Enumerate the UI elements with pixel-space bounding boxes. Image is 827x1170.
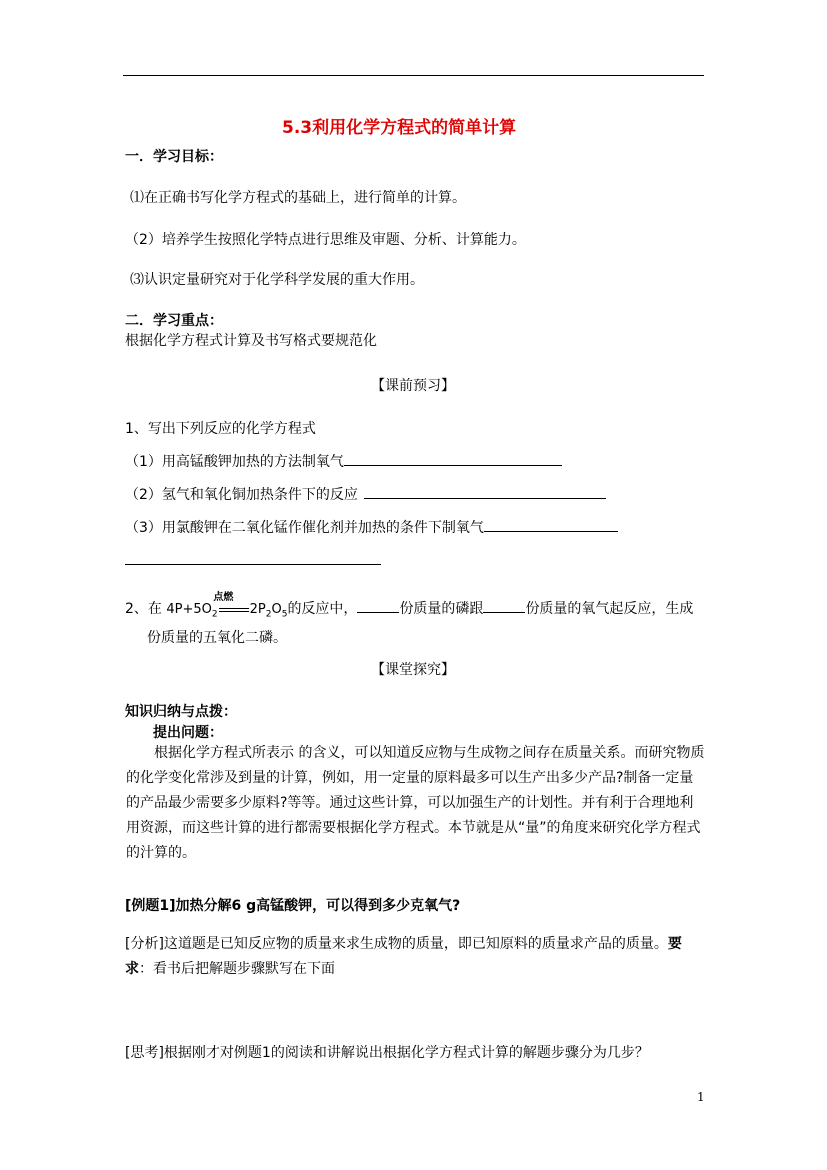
- equation-product-o: O: [271, 602, 282, 617]
- equation-reactants: 4P+5O: [166, 602, 212, 617]
- equation-arrow: [219, 608, 249, 612]
- equation-sub-o2: 2: [211, 609, 218, 620]
- answer-blank[interactable]: [484, 517, 618, 532]
- question-2-part1: 的反应中，: [287, 601, 358, 617]
- question-2-part3: 份质量的氧气起反应，生成: [525, 601, 694, 617]
- objective-3: ⑶认识定量研究对于化学科学发展的重大作用。: [130, 272, 424, 288]
- analysis-line2: [125, 958, 335, 978]
- question-1-item-1-text: （1）用高锰酸钾加热的方法制氧气: [125, 454, 344, 470]
- page-title: 5.3利用化学方程式的简单计算: [282, 118, 517, 138]
- equation-product: 2P: [249, 602, 266, 617]
- question-2-part2: 份质量的磷跟: [399, 601, 484, 617]
- question-1-item-3-text: （3）用氯酸钾在二氧化锰作催化剂并加热的条件下制氧气: [125, 520, 484, 536]
- intro-paragraph: 根据化学方程式所表示 的含义，可以知道反应物与生成物之间存在质量关系。而研究物质的化学变化常涉及到量的计算，例如，用一定量的原料最多可以生产出多少产品?制备一定量的产品最少需要多少原料?等等。通过这些计算，可以加强生产的计划性。并有利于合理地利用资源，而这些计算的进行都需要根据化学方程式。本节就是从“量”的角度来研究化学方程式的汁算的。: [126, 745, 705, 861]
- section1-heading: 一．学习目标：: [125, 149, 223, 165]
- page-number: 1: [697, 1090, 705, 1104]
- question-2-line2-text: 份质量的五氧化二磷。: [147, 630, 287, 646]
- question-1: 1、写出下列反应的化学方程式: [125, 421, 316, 437]
- answer-blank[interactable]: [483, 598, 525, 613]
- analysis-require-2: 求: [125, 961, 139, 977]
- section2-text: 根据化学方程式计算及书写格式要规范化: [125, 333, 377, 349]
- question-2: [125, 592, 694, 620]
- section2-heading: 二．学习重点：: [125, 313, 223, 329]
- chemical-equation: [166, 592, 288, 620]
- explore-heading: 【课堂探究】: [371, 662, 455, 678]
- summary-heading: 知识归纳与点拨：: [125, 704, 237, 720]
- answer-blank[interactable]: [364, 484, 606, 499]
- top-rule: [123, 75, 704, 76]
- analysis-rest: ：看书后把解题步骤默写在下面: [139, 961, 335, 977]
- question-1-item-2-text: （2）氢气和氧化铜加热条件下的反应: [125, 487, 358, 503]
- question-2-prefix: 2、在: [125, 601, 167, 617]
- equation-sub-p2: 2: [265, 609, 272, 620]
- objective-1: ⑴在正确书写化学方程式的基础上，进行简单的计算。: [130, 190, 466, 206]
- equation-condition: 点燃: [213, 592, 234, 603]
- preview-heading: 【课前预习】: [371, 378, 455, 394]
- analysis-text: [分析]这道题是已知反应物的质量来求生成物的质量，即已知原料的质量求产品的质量。: [125, 936, 668, 952]
- question-1-item-1: [125, 451, 562, 471]
- analysis-require-1: 要: [667, 936, 682, 952]
- answer-blank[interactable]: [344, 451, 562, 466]
- answer-blank-continuation[interactable]: [125, 564, 381, 565]
- question-1-item-2: [125, 484, 606, 504]
- question-2-line2: [147, 627, 287, 647]
- think-question: [思考]根据刚才对例题1的阅读和讲解说出根据化学方程式计算的解题步骤分为几步？: [125, 1045, 649, 1061]
- analysis-line1: [125, 933, 682, 953]
- answer-blank[interactable]: [357, 598, 399, 613]
- question-1-item-3: [125, 517, 618, 537]
- question-heading: 提出问题：: [153, 725, 223, 741]
- objective-2: （2）培养学生按照化学特点进行思维及审题、分析、计算能力。: [125, 232, 526, 248]
- example-1-title: [例题1]加热分解6 g高锰酸钾，可以得到多少克氧气?: [125, 898, 461, 914]
- equation-sub-o5: 5: [281, 609, 288, 620]
